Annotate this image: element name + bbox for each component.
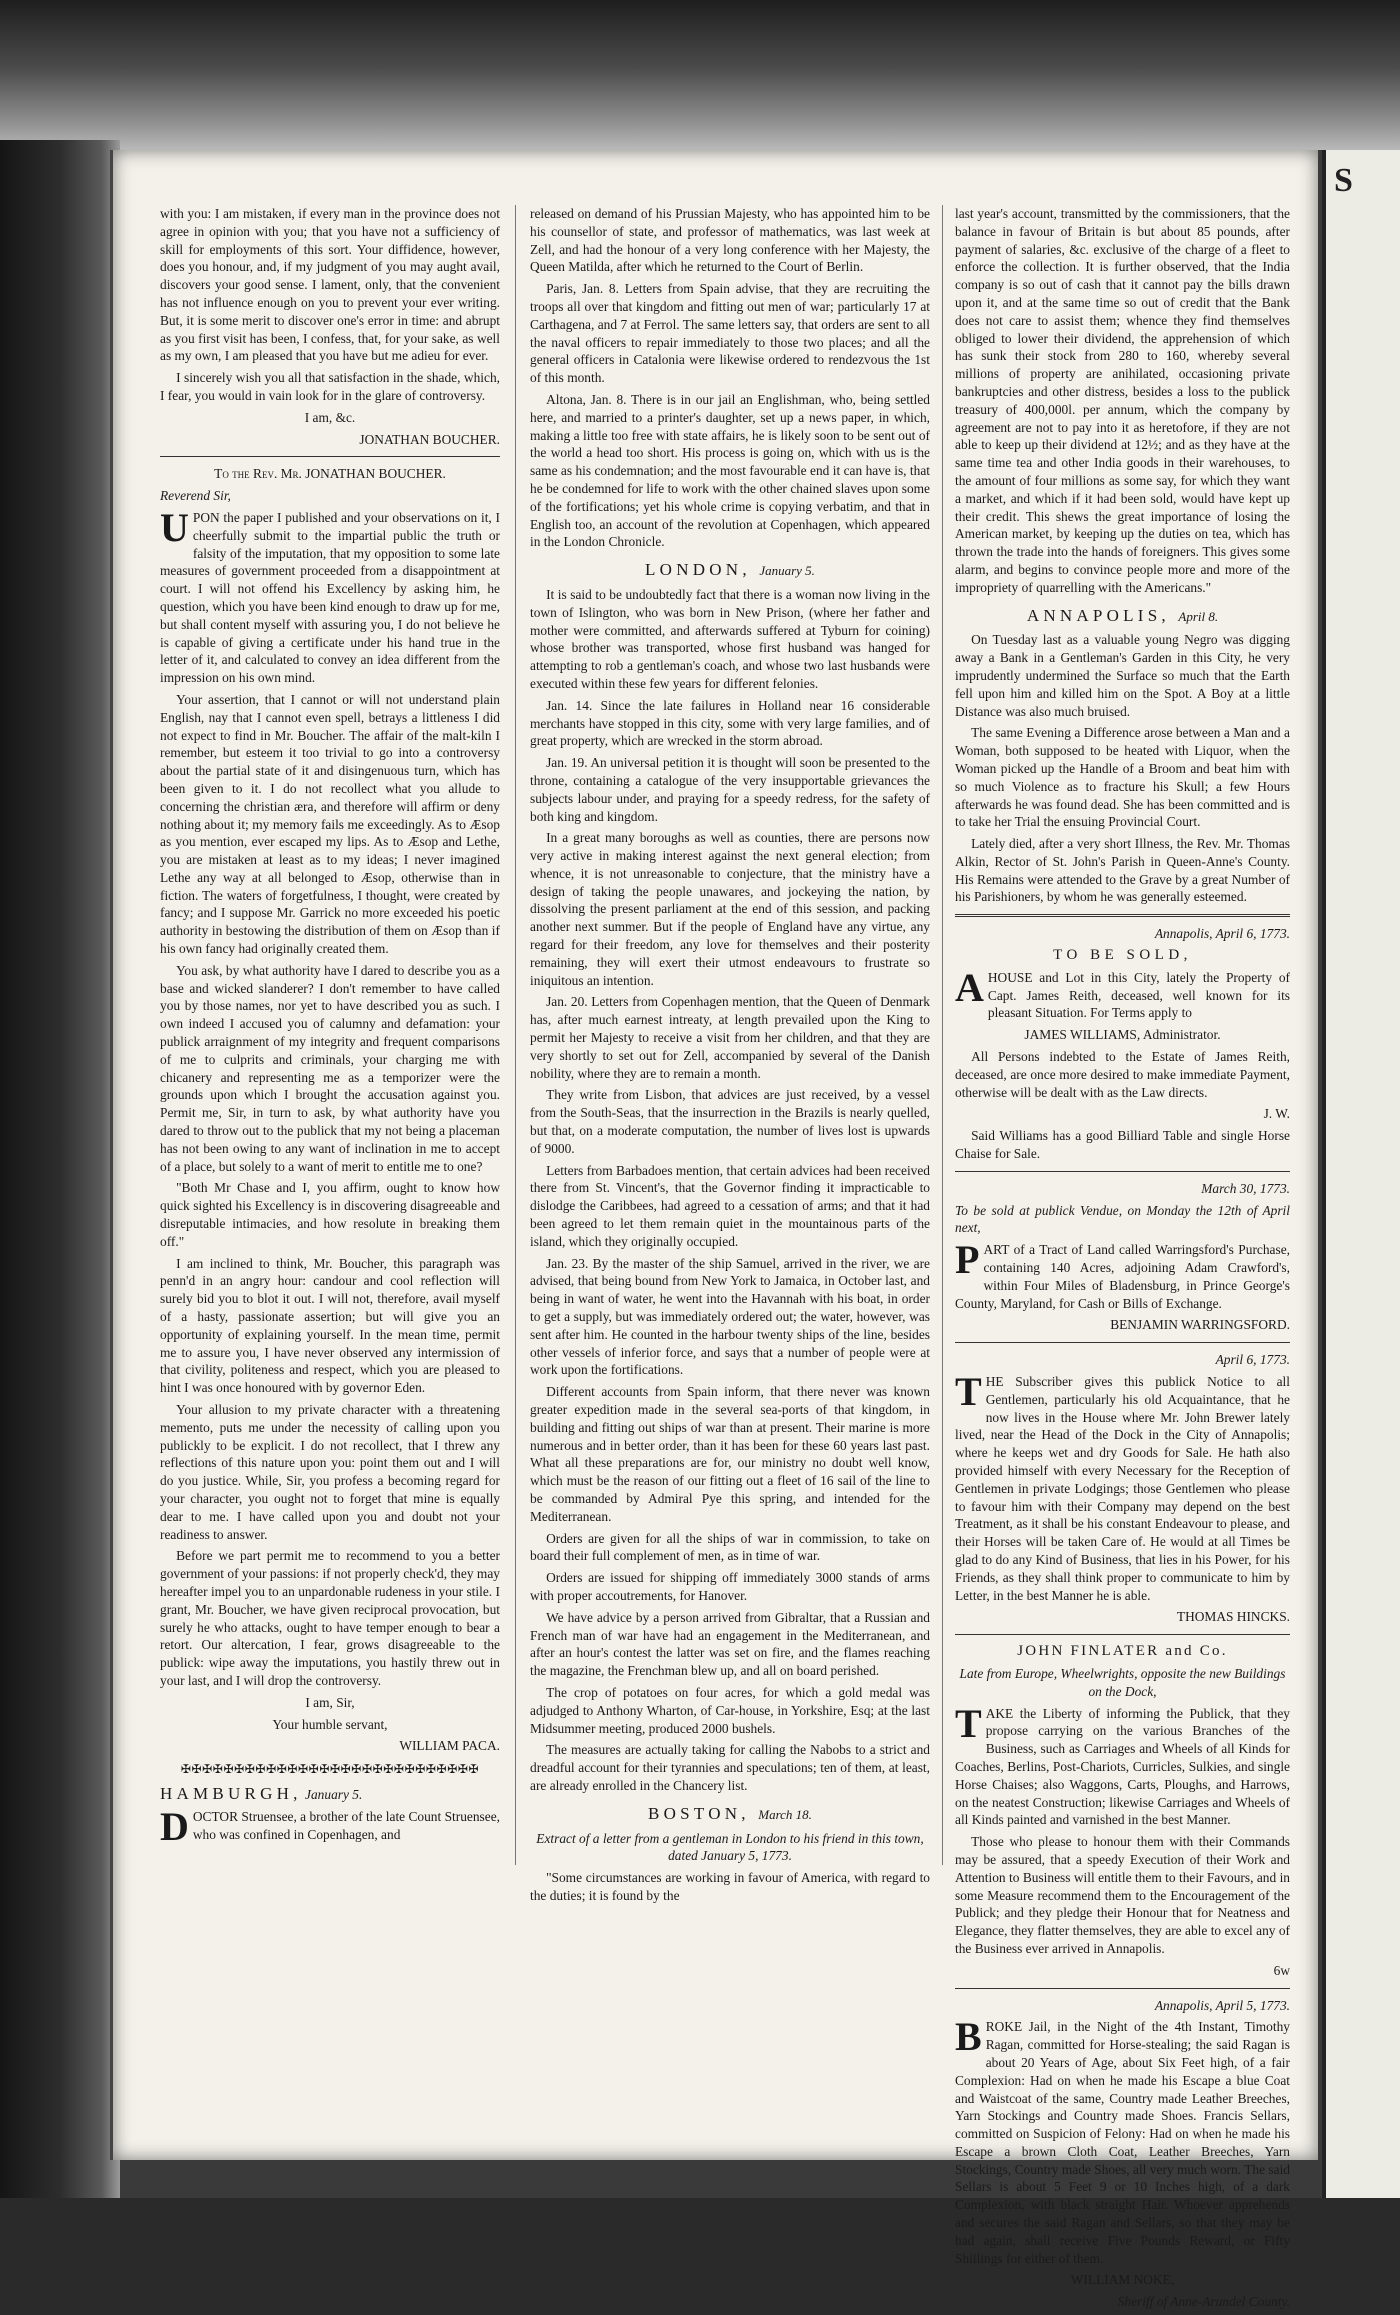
news-paragraph: Jan. 14. Since the late failures in Holland near 16 considerable merchants have stopped in this city, some with very large families, and of great property, which are wrecked in the storm abroad. (530, 697, 930, 749)
intro-paragraph: with you: I am mistaken, if every man in the province does not agree in opinion with you; that you have not a sufficiency of skill for employments of this sort. Your diffidence, however, does you honour, and, if my judgment of you may aught avail, discovers your good sense. I lament, only, that the convenient has not influence enough on you to prevent your ever writing. But, it is some merit to discover one's error in time: and abrupt as you first visit has been, I confess, that, for your sake, as well as my own, I am pleased that you have but me adieu for ever. (160, 206, 500, 364)
letter-paragraph: Before we part permit me to recommend to you a better government of your passions: if not properly check'd, they may hereafter impel you to an unpardonable rudeness in your stile. I grant, Mr. Boucher, we have given reciprocal provocation, but surely he who attacks, ought to have temper enough to bear a retort. Our altercation, I fear, grows disagreeable to the publick: wipe away the imputations, you hastily threw out in your last, and I will drop the controversy. (160, 1548, 500, 1688)
drop-cap: P (955, 1237, 980, 1283)
drop-cap: B (955, 2014, 982, 2060)
news-paragraph: DOCTOR Struensee, a brother of the late Count Struensee, who was confined in Copenhagen, and (160, 1803, 500, 1849)
column-rule-1 (515, 205, 516, 1865)
ad-title: JOHN FINLATER and Co. (1017, 1643, 1228, 1660)
news-paragraph: last year's account, transmitted by the commissioners, that the balance in favour of Britain is but about 85 pounds, after payment of salaries, &c. exclusive of the charge of a fleet to enforce the collection. It is further observed, that the India company is so out of cash that it cannot pay the bills drawn upon it, and at the same time so out of credit that the Bank does not care to assist them; whence they find themselves obliged to lower their dividend, the apprehension of which has sunk their stock from 280 to 160, whereby several millions of property are anihilated, occasioning private bankruptcies and other distress, besides a loss to the publick treasury of 400,000l. per annum, which the company by agreement are not to pay into it as heretofore, if they are not able to keep up their dividend at 12½; and as they have at the same time tea and other India goods in their warehouses, to the amount of four millions as some say, for which they want a market, and which if it had been sold, would have kept up their credit. This shews the great importance of losing the American market, by keeping up the duties on tea, which has thrown the trade into the hands of foreigners. This gives some alarm, and begins to convince people more and more of the impropriety of quarrelling with the Americans." (955, 206, 1290, 595)
adjacent-page-edge (1322, 150, 1400, 2198)
news-paragraph: We have advice by a person arrived from Gibraltar, that a Russian and French man of war have had an engagement in the Mediterranean, and after an hour's contest the latter was set on fire, and the flames reaching the magazine, the Frenchman blew up, and all on board perished. (530, 1609, 930, 1679)
news-paragraph: It is said to be undoubtedly fact that there is a woman now living in the town of Islington, who was born in New Prison, (where her father and mother were committed, and afterwards suffered at Tyburn for coining) whose brother was transported, whose first husband was hanged for attempting to rob a gentleman's coach, and whose two last husbands were executed within these few years for different felonies. (530, 586, 930, 691)
ad-title: TO BE SOLD, (1053, 947, 1192, 964)
news-paragraph: Letters from Barbadoes mention, that certain advices had been received there from St. Vincent's, that the Governor finding it impracticable to dislodge the Caribbees, had agreed to a cessation of arms; and that it had been agreed to let them remain quiet in the mountainous parts of the island, which they originally occupied. (530, 1162, 930, 1249)
ad-paragraph: TAKE the Liberty of informing the Publick, that they propose carrying on the various Branches of the Business, such as Carriages and Wheels of all Kinds for Coaches, Berlins, Post-Chariots, Curricles, Sulkies, and single Horse Chaises; also Waggons, Carts, Ploughs, and Harrows, on the neatest Construction; likewise Carriages and Wheels of all Kinds painted and varnished in the best Manner. (955, 1700, 1290, 1828)
drop-cap: T (955, 1369, 982, 1415)
news-paragraph: "Some circumstances are working in favour of America, with regard to the duties; it is found by the (530, 1870, 930, 1903)
letter-extract-heading: Extract of a letter from a gentleman in London to his friend in this town, dated January 5, 1773. (536, 1830, 924, 1864)
news-paragraph: released on demand of his Prussian Majesty, who has appointed him to be his counsellor of state, and professor of mathematics, was last week at Zell, and had the honour of a very long conference with her Majesty, the Queen Matilda, after which he returned to the Court of Berlin. (530, 206, 930, 275)
letter-paragraph: I am inclined to think, Mr. Boucher, this paragraph was penn'd in an angry hour: candour and cool reflection will surely bid you to blot it out. I will not, therefore, avail myself of a hasty, passionate assertion; but will give you an opportunity of explaining yourself. In the mean time, permit me to assure you, I have never observed any intermission of that civility, politeness and respect, which you are pleased to hint I was once honoured with by governor Eden. (160, 1255, 500, 1396)
ad-paragraph: Said Williams has a good Billiard Table and single Horse Chaise for Sale. (955, 1128, 1290, 1162)
ad-paragraph: THE Subscriber gives this publick Notice to all Gentlemen, particularly his old Acquaintance, that he now lives in the House where Mr. John Brewer lately lived, near the Head of the Dock in the City of Annapolis; where he keeps wet and dry Goods for Sale. He hath also provided himself with every Necessary for the Reception of Gentlemen in private Lodgings; those Gentlemen who please to favour him with their Company may depend on the best Treatment, as it shall be his constant Endeavour to please, and their Horses will be taken Care of. He would at all Times be glad to do any Kind of Business, that lies in his Power, for his Friends, as they shall think proper to communicate to him by Letter, in the best Manner he is able. (955, 1369, 1290, 1603)
scan-top-edge (0, 0, 1400, 150)
letter-paragraph: "Both Mr Chase and I, you affirm, ought to know how quick sighted his Excellency is in discovering disagreeable and disreputable intimacies, and how resolute in breaking them off." (160, 1180, 500, 1249)
ornament-row: ✠✠✠✠✠✠✠✠✠✠✠✠✠✠✠✠✠✠✠✠✠✠✠✠✠✠✠✠ (180, 1762, 480, 1777)
column-3 (955, 205, 1290, 2315)
adjacent-page-letter: S (1334, 162, 1353, 199)
drop-cap: A (955, 964, 984, 1010)
ad-signature: BENJAMIN WARRINGSFORD. (1110, 1317, 1290, 1333)
signoff-line: I am, Sir, (305, 1694, 355, 1710)
divider (955, 1634, 1290, 1635)
news-paragraph: The same Evening a Difference arose between a Man and a Woman, both supposed to be heated with Liquor, when the Woman picked up the Handle of a Broom and beat him with so much Violence as to fracture his Skull; a few Hours afterwards he was found dead. She has been committed and is to take her Trial the ensuing Provincial Court. (955, 725, 1290, 830)
drop-cap: U (160, 504, 189, 550)
letter-paragraph: UPON the paper I published and your observations on it, I cheerfully submit to the impartial public the truth or falsity of the imputation, that my opposition to some late measures of government proceeded from a disappointment at court. I will not offend his Excellency by asking him, he question, which you have been kind enough to draw up for me, but shall content myself with assuring you, I do not believe he is capable of giving a certificate under his hand true in the letter of it, and calculated to convey an idea different from the impression on his own mind. (160, 504, 500, 686)
ad-date: April 6, 1773. (1215, 1352, 1290, 1368)
letter-paragraph: You ask, by what authority have I dared to describe you as a base and wicked slanderer? I don't remember to have called you by those names, nor yet to have described you as such. I own indeed I accused you of calumny and defamation: your publick arraignment of my integrity and frequent comparisons of me to culprits and criminals, your charging me with chicanery and representing me as a temporizer were the grounds upon which I brought the accusation against you. Permit me, Sir, in turn to ask, by what authority have you dared to throw out to the publick that my not being a placeman has not been owing to any want of inclination in me to accept of a place, but solely to a want of merit to entitle me to one? (160, 962, 500, 1174)
divider (955, 1988, 1290, 1989)
signature-boucher: JONATHAN BOUCHER. (359, 431, 500, 447)
news-paragraph: Jan. 23. By the master of the ship Samuel, arrived in the river, we are advised, that being bound from New York to Jamaica, in October last, and being in want of water, he went into the Havannah with his boat, in order to get a supply, but was immediately ordered out; the water, however, was sent after him. He counted in the harbour twenty ships of the line, besides other vessels of inferior force, and says that a number of people were at work upon the fortifications. (530, 1255, 930, 1378)
divider (955, 1342, 1290, 1343)
news-paragraph: Jan. 19. An universal petition it is thought will soon be presented to the throne, containing a catalogue of the very insupportable grievances the subjects labour under, and praying for a speedy redress, for the safety of both king and kingdom. (530, 755, 930, 824)
ad-signature: WILLIAM NOKE, (1070, 2272, 1175, 2288)
dateline-hamburgh: HAMBURGH, January 5. (160, 1783, 363, 1803)
letter-salutation: Reverend Sir, (160, 488, 231, 504)
dateline-annapolis: ANNAPOLIS, April 8. (1026, 605, 1219, 625)
ad-paragraph: PART of a Tract of Land called Warringsford's Purchase, containing 140 Acres, adjoining Adam Crawford's, within Four Miles of Bladensburg, in Prince George's County, Maryland, for Cash or Bills of Exchange. (955, 1237, 1290, 1311)
letter-paragraph: Your allusion to my private character with a threatening memento, puts me under the necessity of calling upon you publickly to be explicit. I do not recollect, that I threw any reflections of this nature upon you: point them out and I will do you justice. While, Sir, you profess a becoming regard for your character, you ought not to forget that mine is equally dear to me. I have called upon you and doubt not your readiness to answer. (160, 1402, 500, 1542)
ad-heading: To be sold at publick Vendue, on Monday the 12th of April next, (955, 1202, 1290, 1236)
drop-cap: D (160, 1803, 189, 1849)
ad-paragraph: Those who please to honour them with their Commands may be assured, that a speedy Execution of their Work and Attention to Business will entitle them to their Favours, and in some Measure recommend them to the Encouragement of the Publick; and they pledge their Honour that for Neatness and Elegance, they flatter themselves, they are able to excel any of the Business ever arrived in Annapolis. (955, 1834, 1290, 1956)
ad-paragraph: BROKE Jail, in the Night of the 4th Instant, Timothy Ragan, committed for Horse-stealing; the said Ragan is about 20 Years of Age, about Six Feet high, of a fair Complexion: Had on when he made his Escape a blue Coat and Waistcoat of the same, Country made Leather Breeches, Yarn Stockings and Country made Shoes. Francis Sellars, committed on Suspicion of Felony: Had on when he made his Escape a brown Cloth Coat, Leather Breeches, Yarn Stockings, Country made Shoes, all very much worn. The said Sellars is about 5 Feet 9 or 10 Inches high, of a dark Complexion, with black straight Hair. Whoever apprehends and secures the said Ragan and Sellars, so that they may be had again, shall receive Five Pounds Reward, or Fifty Shillings for either of them. (955, 2014, 1290, 2266)
ad-insertion-mark: 6w (1273, 1962, 1290, 1978)
news-paragraph: Lately died, after a very short Illness, the Rev. Mr. Thomas Alkin, Rector of St. John's Parish in Queen-Anne's County. His Remains were attended to the Grave by a great Number of his Parishioners, by whom he was generally esteemed. (955, 836, 1290, 905)
ad-paragraph: All Persons indebted to the Estate of James Reith, deceased, are once more desired to make immediate Payment, otherwise will be dealt with as the Law directs. (955, 1049, 1290, 1100)
column-1 (160, 205, 500, 1847)
drop-cap: T (955, 1700, 982, 1746)
signoff-servant: Your humble servant, (272, 1716, 388, 1732)
dateline-london: LONDON, January 5. (645, 560, 815, 580)
news-paragraph: Different accounts from Spain inform, that there never was known greater expedition made in the several sea-ports of that kingdom, in building and fitting out ships of war than at present. Their marine is more numerous and in better order, than it has been for these 60 years last past. What all these preparations are for, our ministry no doubt well know, which must be the reason of our fitting out a fleet of 16 sail of the line to be commanded by Admiral Pye this spring, and intended for the Mediterranean. (530, 1384, 930, 1524)
scan-left-edge (0, 140, 120, 2198)
letter-paragraph: Your assertion, that I cannot or will not understand plain English, nay that I cannot even spell, betrays a littleness I did not expect to find in Mr. Boucher. The affair of the malt-kiln I remember, but esteem it too trivial to go into a controversy about the partial state of it and disingenuous turn, which has been given to it. I do not recollect what you allude to concerning the christian æra, and therefore will affirm or deny nothing about it; my memory fails me exceedingly. As to Æsop as you mention, ever escaped my lips. As to Æsop and Lethe, you are mistaken at least as to my ideas; I never imagined Lethe any way at all belonged to Æsop, otherwise than in fiction. The waters of forgetfulness, I thought, were created by fancy; and I suppose Mr. Garrick no more exceeded his poetic authority in bestowing the distribution of them on Æsop than if his own fancy had originally created them. (160, 691, 500, 957)
ad-date: March 30, 1773. (1201, 1180, 1290, 1196)
news-paragraph: Paris, Jan. 8. Letters from Spain advise, that they are recruiting the troops all over that kingdom and fitting out men of war; particularly 17 at Carthagena, and 7 at Ferrol. The same letters say, that orders are sent to all the naval officers to repair immediately to those two places; and all the general officers in Catalonia were likewise ordered to rendezvous the 1st of this month. (530, 281, 930, 386)
divider (160, 456, 500, 457)
news-paragraph: They write from Lisbon, that advices are just received, by a vessel from the South-Seas, that the insurrection in the Brazils is nearly quelled, but that, on a moderate computation, the number of lives lost is upwards of 9000. (530, 1087, 930, 1156)
news-paragraph: Altona, Jan. 8. There is in our jail an Englishman, who, being settled here, and married to a printer's daughter, set up a news paper, in which, making a little too free with state affairs, he is likely soon to be sent out of the world a head too short. His process is going on, which with us is the same as his condemnation; and the most favourable end it can have is, that he be condemned for life to work with the other chained slaves upon some of the fortifications; yet his whole crime is copying verbatim, and that in English too, an account of the revolution at Copenhagen, which appeared in the London Chronicle. (530, 391, 930, 550)
news-paragraph: In a great many boroughs as well as counties, there are persons now very active in making interest against the next general election; from whence, it is not unreasonable to conjecture, that the ministry have a design of taking the people unawares, and jockeying the nation, by dissolving the present parliament at the end of this session, and packing another next summer. But if the people of England have any virtue, any regard for their freedom, any love for themselves and their posterity remaining, they will exert their utmost endeavours to frustrate so iniquitous an intention. (530, 830, 930, 988)
ad-paragraph: AHOUSE and Lot in this City, lately the Property of Capt. James Reith, deceased, well known for its pleasant Situation. For Terms apply to (955, 964, 1290, 1021)
column-2 (530, 205, 930, 1909)
signoff-line: I am, &c. (304, 409, 356, 425)
intro-paragraph-2: I sincerely wish you all that satisfaction in the shade, which, I fear, you would in vain look for in the glare of controversy. (160, 370, 500, 403)
ad-date: Annapolis, April 6, 1773. (1154, 926, 1290, 942)
column-rule-2 (942, 205, 943, 1865)
ad-signature: JAMES WILLIAMS, Administrator. (1024, 1027, 1221, 1043)
news-paragraph: The measures are actually taking for calling the Nabobs to a strict and dreadful account for their tyrannies and speculations; ten of them, at least, are already enrolled in the Chancery list. (530, 1742, 930, 1793)
ad-signature-title: Sheriff of Anne-Arundel County. (1117, 2294, 1290, 2310)
dateline-boston: BOSTON, March 18. (648, 1803, 812, 1823)
letter-address: To the Rev. Mr. JONATHAN BOUCHER. (214, 466, 446, 482)
news-paragraph: Jan. 20. Letters from Copenhagen mention, that the Queen of Denmark has, after much earnest intreaty, at length prevailed upon the King to permit her Majesty to receive a visit from her children, and that they are very shortly to set out for Zell, accompanied by several of the Danish nobility, where they are to remain a month. (530, 994, 930, 1081)
news-paragraph: Orders are issued for shipping off immediately 3000 stands of arms with proper accoutrements, for Hanover. (530, 1570, 930, 1603)
ad-initials: J. W. (1263, 1106, 1290, 1122)
signature-paca: WILLIAM PACA. (399, 1738, 500, 1754)
ad-signature: THOMAS HINCKS. (1176, 1609, 1290, 1625)
divider (955, 1171, 1290, 1172)
ad-subtitle: Late from Europe, Wheelwrights, opposite the new Buildings on the Dock, (959, 1665, 1286, 1699)
news-paragraph: Orders are given for all the ships of war in commission, to take on board their full complement of men, as in time of war. (530, 1530, 930, 1564)
divider (955, 914, 1290, 917)
news-paragraph: The crop of potatoes on four acres, for which a gold medal was adjudged to Anthony Wharton, of Car-house, in Yorkshire, Esq; at the last Midsummer meeting, produced 2000 bushels. (530, 1684, 930, 1736)
news-paragraph: On Tuesday last as a valuable young Negro was digging away a Bank in a Gentleman's Garden in this City, he very imprudently undermined the Surface so much that the Earth fell upon him and killed him on the Spot. A Boy at a little Distance was also much bruised. (955, 632, 1290, 719)
ad-date: Annapolis, April 5, 1773. (1154, 1997, 1290, 2013)
